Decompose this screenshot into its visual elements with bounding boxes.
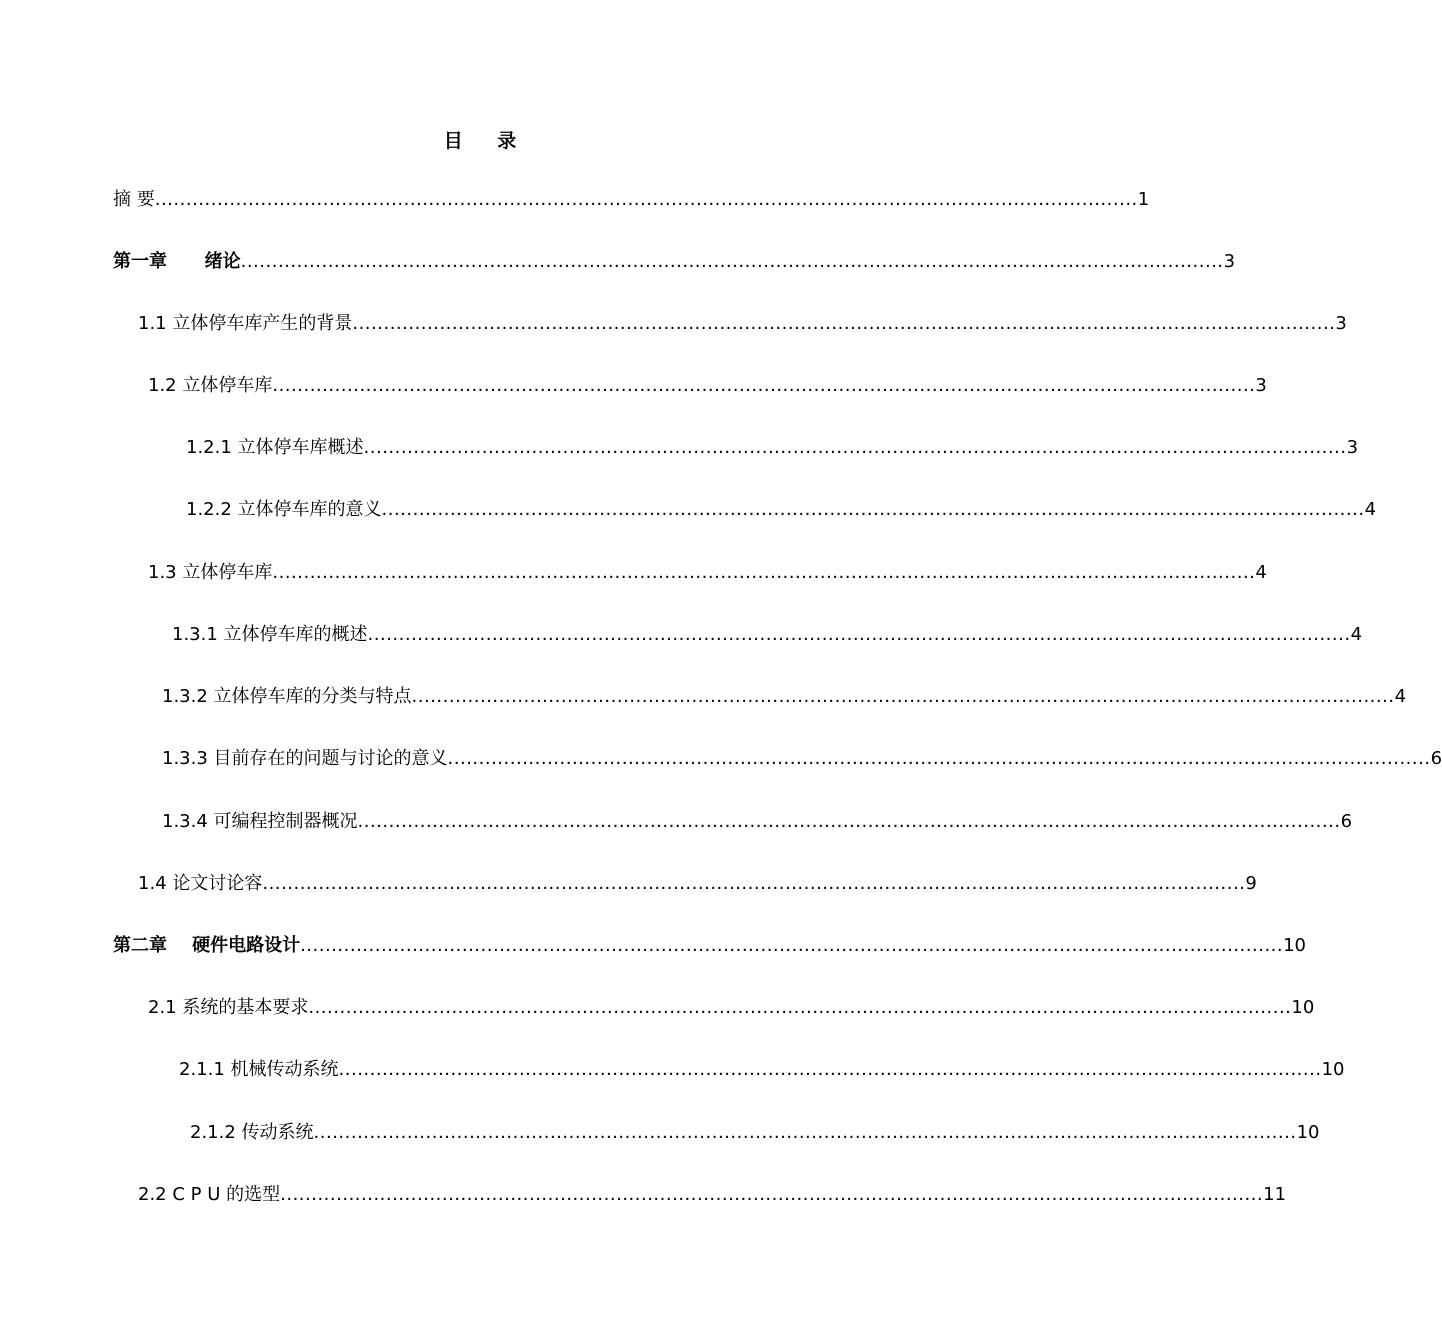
toc-entry-label: 1.1 立体停车库产生的背景 — [138, 313, 353, 334]
toc-entry-1-1[interactable] — [138, 312, 1347, 336]
toc-entry-1-3-2[interactable] — [162, 685, 1407, 709]
toc-entry-label: 1.3.1 立体停车库的概述 — [172, 624, 368, 645]
toc-entry-label: 1.3.3 目前存在的问题与讨论的意义 — [162, 748, 448, 769]
dot-leader: .............................................................................................................................................................. — [240, 251, 1224, 272]
toc-page-number: 11 — [1263, 1184, 1287, 1205]
toc-page-number: 10 — [1283, 935, 1307, 956]
toc-page-number: 10 — [1291, 997, 1315, 1018]
dot-leader: .............................................................................................................................................................. — [367, 624, 1351, 645]
toc-entry-2-1-2[interactable] — [190, 1121, 1320, 1145]
toc-entry-label: 第二章 硬件电路设计 — [113, 935, 301, 956]
dot-leader: .............................................................................................................................................................. — [300, 935, 1284, 956]
toc-page-number: 3 — [1255, 375, 1267, 396]
toc-entry-label: 1.3 立体停车库 — [148, 562, 273, 583]
toc-entry-1-2[interactable] — [148, 374, 1267, 398]
toc-entry-2-2[interactable] — [138, 1183, 1287, 1207]
toc-entry-1-3[interactable] — [148, 561, 1267, 585]
dot-leader: .............................................................................................................................................................. — [308, 997, 1292, 1018]
toc-page-number: 10 — [1296, 1122, 1320, 1143]
dot-leader: .............................................................................................................................................................. — [272, 562, 1256, 583]
dot-leader: .............................................................................................................................................................. — [338, 1059, 1322, 1080]
toc-page-number: 4 — [1394, 686, 1407, 707]
toc-entry-label: 2.1 系统的基本要求 — [148, 997, 309, 1018]
toc-entry-label: 第一章 绪论 — [113, 251, 241, 272]
toc-entry-2-1-1[interactable] — [179, 1058, 1345, 1082]
toc-entry-label: 2.2 C P U 的选型 — [138, 1184, 281, 1205]
toc-entry-label: 2.1.1 机械传动系统 — [179, 1059, 339, 1080]
toc-entry-1-3-3[interactable] — [162, 747, 1442, 771]
toc-entry-1-2-2[interactable] — [186, 498, 1377, 522]
toc-entry-1-3-4[interactable] — [162, 810, 1353, 834]
toc-entry-1-3-1[interactable] — [172, 623, 1363, 647]
toc-page-number: 9 — [1245, 873, 1257, 894]
toc-entry-label: 1.4 论文讨论容 — [138, 873, 263, 894]
dot-leader: .............................................................................................................................................................. — [363, 437, 1347, 458]
dot-leader: .............................................................................................................................................................. — [381, 499, 1365, 520]
toc-page-number: 3 — [1335, 313, 1347, 334]
toc-page-number: 3 — [1223, 251, 1236, 272]
toc-page-number: 3 — [1346, 437, 1359, 458]
toc-page-number: 4 — [1364, 499, 1377, 520]
dot-leader: .............................................................................................................................................................. — [313, 1122, 1297, 1143]
dot-leader: .............................................................................................................................................................. — [262, 873, 1246, 894]
toc-page-number: 6 — [1430, 748, 1442, 769]
dot-leader: .............................................................................................................................................................. — [352, 313, 1336, 334]
dot-leader: .............................................................................................................................................................. — [154, 189, 1138, 210]
toc-page-number: 1 — [1137, 189, 1150, 210]
toc-page-number: 6 — [1340, 811, 1353, 832]
toc-entry-abstract[interactable] — [113, 188, 1150, 212]
toc-entry-1-4[interactable] — [138, 872, 1257, 896]
dot-leader: .............................................................................................................................................................. — [411, 686, 1395, 707]
toc-entry-2-1[interactable] — [148, 996, 1315, 1020]
toc-page-number: 10 — [1321, 1059, 1345, 1080]
dot-leader: .............................................................................................................................................................. — [272, 375, 1256, 396]
toc-entry-label: 摘 要 — [113, 189, 155, 210]
toc-entry-label: 1.3.2 立体停车库的分类与特点 — [162, 686, 412, 707]
dot-leader: .............................................................................................................................................................. — [357, 811, 1341, 832]
toc-entry-chapter-1[interactable] — [113, 250, 1236, 274]
toc-title: 目 录 — [443, 130, 531, 152]
toc-entry-chapter-2[interactable] — [113, 934, 1307, 958]
dot-leader: .............................................................................................................................................................. — [280, 1184, 1264, 1205]
toc-entry-label: 1.2 立体停车库 — [148, 375, 273, 396]
dot-leader: .............................................................................................................................................................. — [447, 748, 1431, 769]
toc-entry-1-2-1[interactable] — [186, 436, 1359, 460]
toc-entry-label: 1.2.2 立体停车库的意义 — [186, 499, 382, 520]
toc-page-number: 4 — [1255, 562, 1267, 583]
toc-page-number: 4 — [1350, 624, 1363, 645]
toc-entry-label: 1.3.4 可编程控制器概况 — [162, 811, 358, 832]
toc-entry-label: 1.2.1 立体停车库概述 — [186, 437, 364, 458]
toc-entry-label: 2.1.2 传动系统 — [190, 1122, 314, 1143]
